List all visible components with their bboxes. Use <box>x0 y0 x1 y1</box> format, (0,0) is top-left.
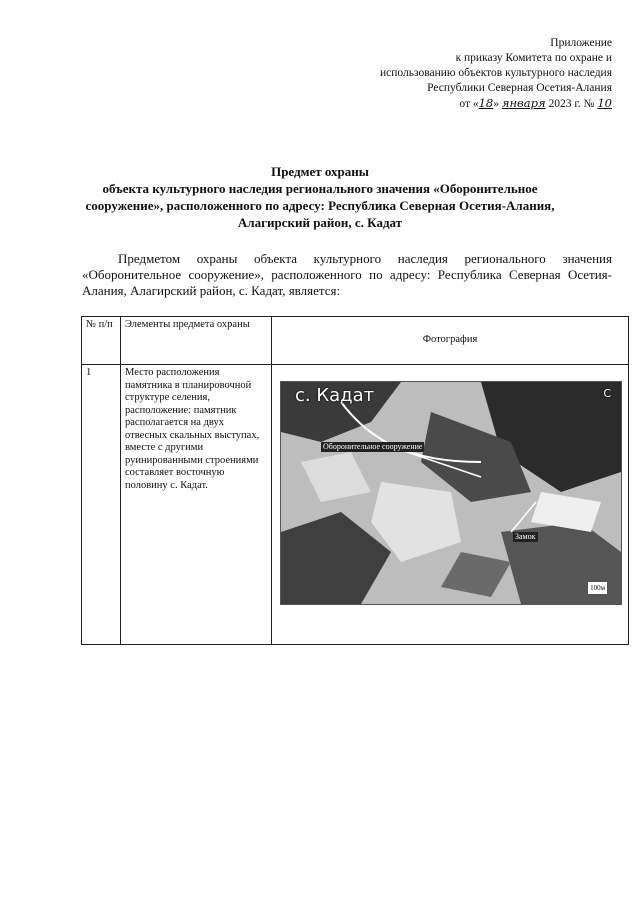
header-num: № п/п <box>82 317 121 365</box>
aerial-photo-texture <box>281 382 621 604</box>
date-number: 10 <box>597 96 612 110</box>
photo-label-tower: Оборонительное сооружение <box>323 442 423 451</box>
table-row <box>82 365 629 645</box>
header-photo: Фотография <box>272 317 629 365</box>
row-num: 1 <box>82 365 121 645</box>
protection-table <box>81 316 629 645</box>
date-prefix: от « <box>459 98 479 110</box>
row-photo-cell <box>272 365 629 645</box>
date-month: января <box>501 96 546 110</box>
header-date-line <box>292 96 612 112</box>
title-line-2: объекта культурного наследия регионального значения «Оборонительное сооружение», расположенного по адресу: Республика Северная Осетия-Алания, Алагирский район, с. Кадат <box>85 181 555 230</box>
row-element: Место расположения памятника в планировочной структуре селения, расположение: памятник располагается на двух отвесных скальных выступах, вместе с другими руинированными строениями составляет восточную половину с. Кадат. <box>121 365 272 645</box>
photo-label-castle: Замок <box>515 532 536 541</box>
table-header-row <box>82 317 629 365</box>
header-line-4: Республики Северная Осетия-Алания <box>427 82 612 94</box>
photo-title: с. Кадат <box>295 385 375 406</box>
header-line-2: к приказу Комитета по охране и <box>455 52 612 64</box>
title-line-1: Предмет охраны <box>271 164 369 179</box>
date-mid: » <box>493 98 499 110</box>
north-arrow-label: С <box>603 387 611 400</box>
date-day: 18 <box>478 96 494 110</box>
document-title <box>70 163 570 231</box>
header-elements: Элементы предмета охраны <box>121 317 272 365</box>
aerial-photo <box>280 381 622 605</box>
header-block <box>292 36 612 112</box>
intro-paragraph: Предметом охраны объекта культурного наследия регионального значения «Оборонительное сооружение», расположенного по адресу: Республика Северная Осетия-Алания, Алагирский район, с. Кадат, является: <box>82 251 612 298</box>
date-suffix: 2023 г. № <box>548 98 595 110</box>
header-line-1: Приложение <box>550 37 612 49</box>
header-line-3: использованию объектов культурного наследия <box>379 67 612 79</box>
photo-scale: 100м <box>588 582 607 595</box>
